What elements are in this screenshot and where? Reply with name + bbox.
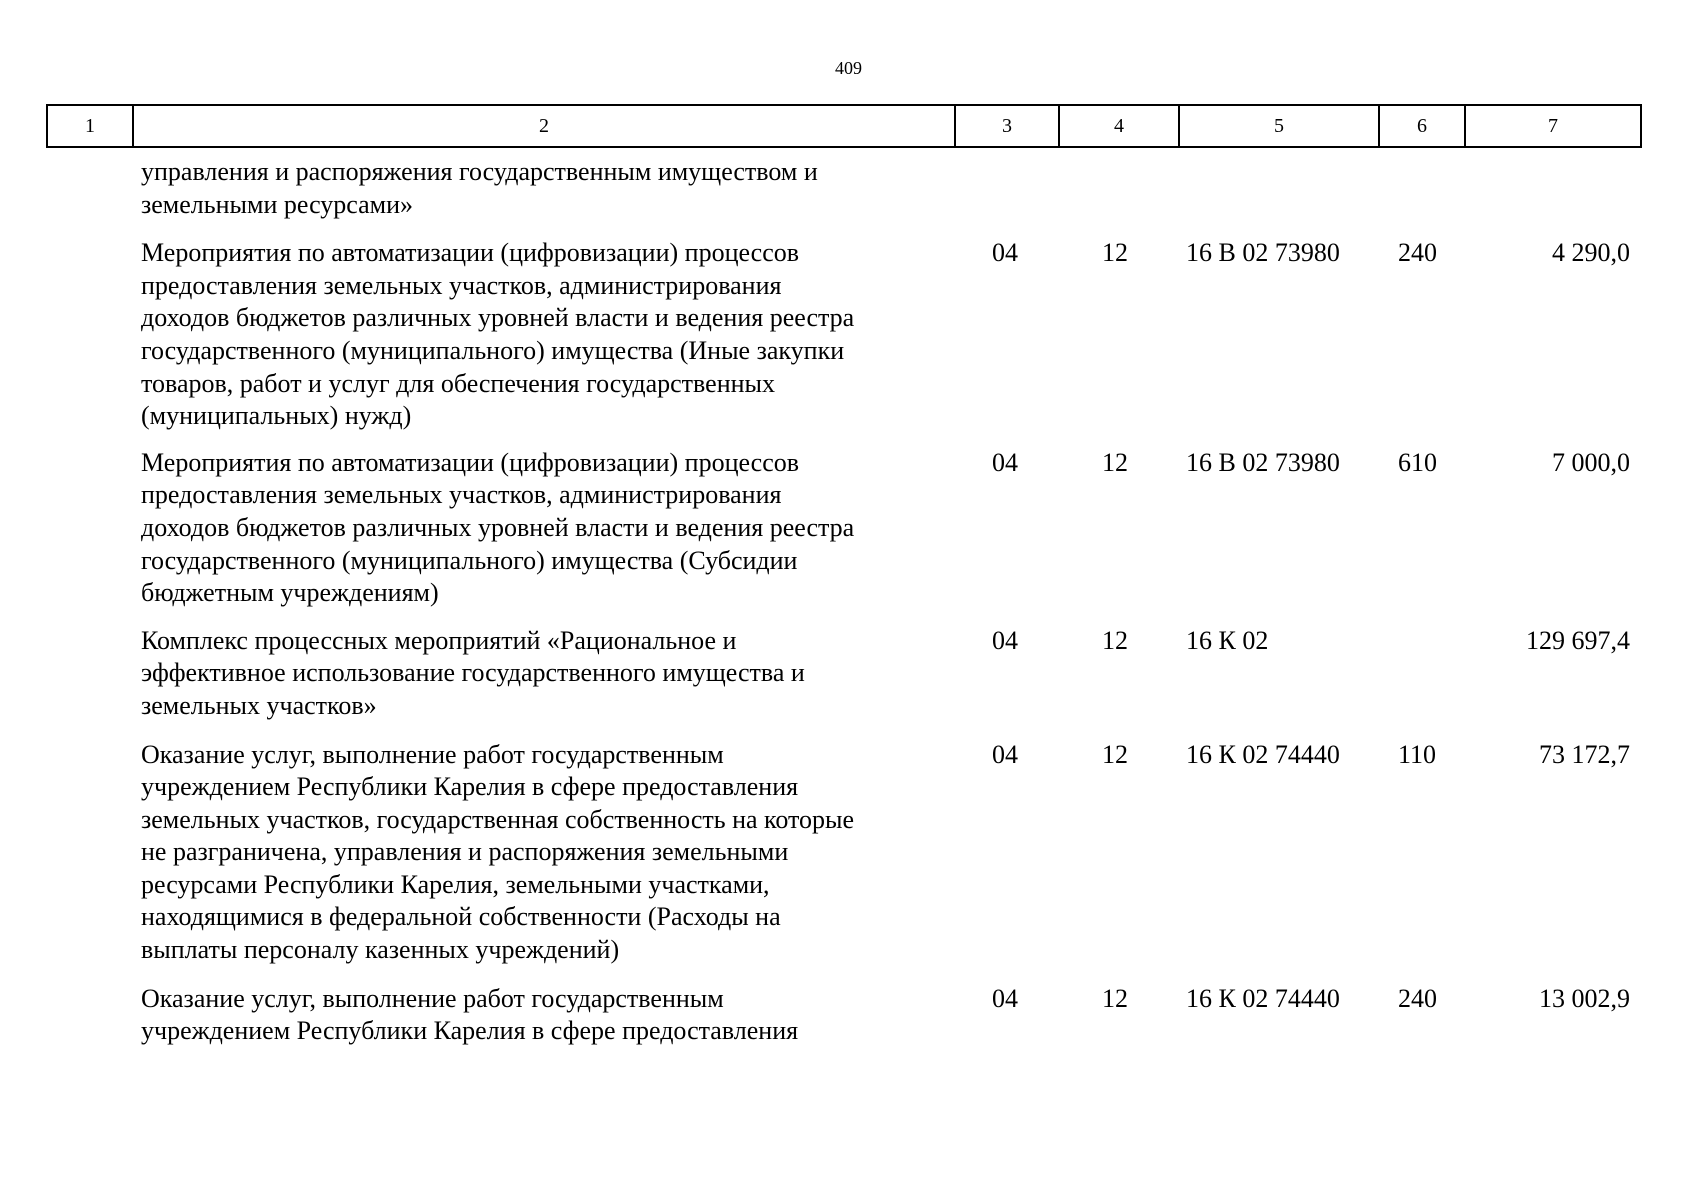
row-description: Оказание услуг, выполнение работ государственным учреждением Республики Карелия в сфере предоставления [141, 983, 799, 1046]
row-expense-type: 110 [1398, 739, 1437, 769]
row-target-article: 16 В 02 73980 [1186, 238, 1340, 268]
row-subsection-code: 12 [1102, 983, 1128, 1013]
page-number: 409 [835, 58, 862, 78]
table-row [0, 156, 1697, 221]
row-amount: 129 697,4 [1526, 625, 1630, 655]
row-target-article: 16 В 02 73980 [1186, 447, 1340, 477]
table-row [0, 983, 1697, 1048]
table-row [0, 447, 1697, 610]
row-description: Мероприятия по автоматизации (цифровизации) процессов предоставления земельных участков, администрирования доходов бюджетов различных уровней власти и ведения реестра государственного (муниципального) имущества (Субсидии бюджетным учреждениям) [141, 447, 855, 608]
table-row [0, 237, 1697, 433]
row-description: Комплекс процессных мероприятий «Рациональное и эффективное использование государственного имущества и земельных участков» [141, 625, 805, 720]
row-description: управления и распоряжения государственным имуществом и земельными ресурсами» [141, 157, 818, 219]
row-amount: 4 290,0 [1552, 238, 1630, 268]
table-row [0, 739, 1697, 967]
row-amount: 13 002,9 [1539, 983, 1630, 1013]
column-header-3: 3 [955, 105, 1059, 147]
column-header-1: 1 [47, 105, 133, 147]
row-section-code: 04 [992, 447, 1018, 477]
row-section-code: 04 [992, 238, 1018, 268]
column-header-6: 6 [1379, 105, 1465, 147]
row-amount: 7 000,0 [1552, 447, 1630, 477]
row-description: Мероприятия по автоматизации (цифровизации) процессов предоставления земельных участков, администрирования доходов бюджетов различных уровней власти и ведения реестра государственного (муниципального) имущества (Иные закупки товаров, работ и услуг для обеспечения государственных (муниципальных) нужд) [141, 238, 855, 431]
row-subsection-code: 12 [1102, 447, 1128, 477]
column-header-2: 2 [133, 105, 955, 147]
row-subsection-code: 12 [1102, 625, 1128, 655]
row-section-code: 04 [992, 739, 1018, 769]
row-subsection-code: 12 [1102, 238, 1128, 268]
column-header-7: 7 [1465, 105, 1641, 147]
row-target-article: 16 К 02 74440 [1186, 983, 1340, 1013]
row-expense-type: 610 [1398, 447, 1437, 477]
row-subsection-code: 12 [1102, 739, 1128, 769]
row-amount: 73 172,7 [1539, 739, 1630, 769]
row-description: Оказание услуг, выполнение работ государственным учреждением Республики Карелия в сфере предоставления земельных участков, государственная собственность на которые не разграничена, управления и распоряжения земельными ресурсами Республики Карелия, земельными участками, находящимися в федеральной собственности (Расходы на выплаты персоналу казенных учреждений) [141, 739, 855, 965]
row-section-code: 04 [992, 983, 1018, 1013]
table-row [0, 625, 1697, 723]
row-target-article: 16 К 02 74440 [1186, 739, 1340, 769]
column-header-table [46, 104, 1642, 148]
row-section-code: 04 [992, 625, 1018, 655]
row-target-article: 16 К 02 [1186, 625, 1269, 655]
budget-rows [0, 156, 1697, 1048]
column-header-5: 5 [1179, 105, 1379, 147]
row-expense-type: 240 [1398, 238, 1437, 268]
row-expense-type: 240 [1398, 983, 1437, 1013]
column-header-4: 4 [1059, 105, 1179, 147]
